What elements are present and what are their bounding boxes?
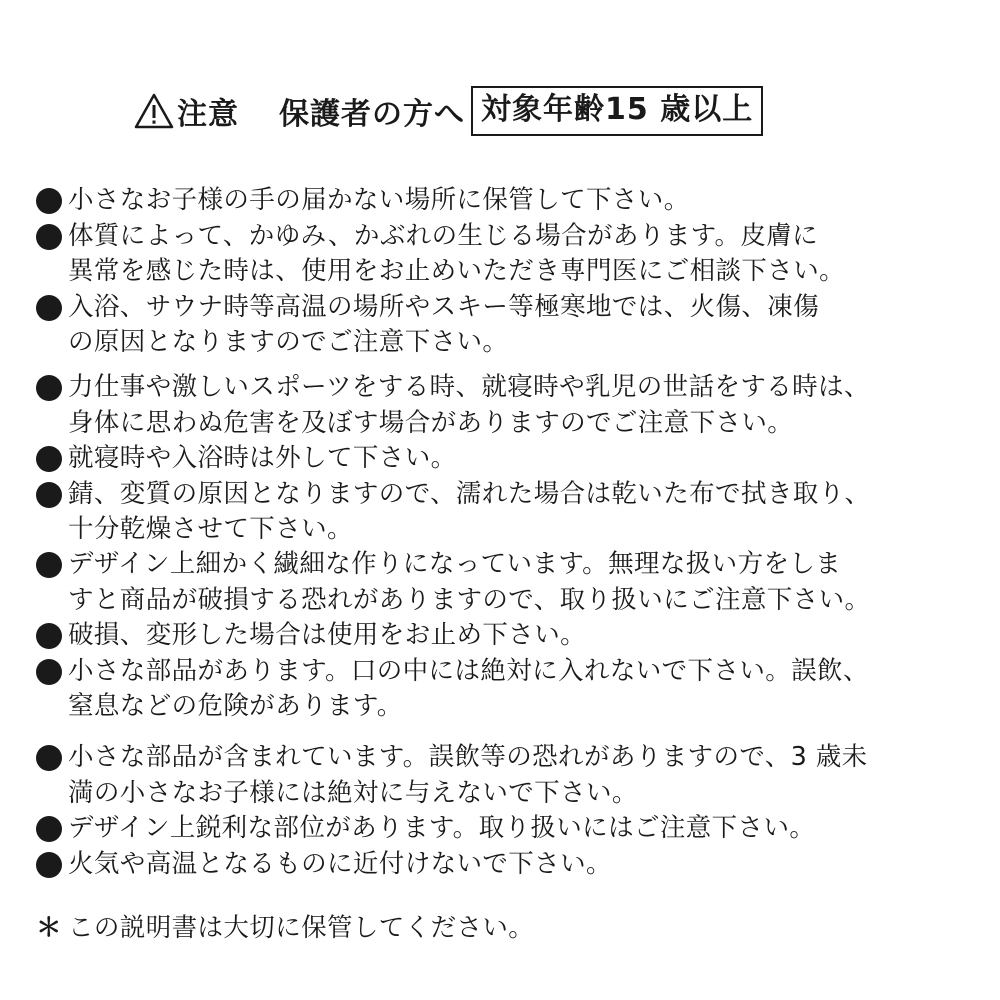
bullet-icon [36, 188, 62, 214]
bullet-icon [36, 623, 62, 649]
caution-item [36, 654, 976, 725]
caution-header [133, 86, 763, 136]
caution-item [36, 477, 976, 548]
footnote-text: この説明書は大切に保管してください。 [68, 913, 535, 943]
caution-label: 注意 [177, 97, 239, 132]
caution-item-text: 破損、変形した場合は使用をお止め下さい。 [68, 620, 587, 650]
bullet-icon [36, 552, 62, 578]
caution-item-text: 錆、変質の原因となりますので、濡れた場合は乾いた布で拭き取り、 十分乾燥させて下さい。 [68, 478, 871, 544]
caution-item-text: デザイン上細かく繊細な作りになっています。無理な扱い方をしま すと商品が破損する恐れがありますので、取り扱いにご注意下さい。 [68, 549, 871, 615]
footnote-mark: ＊ [36, 913, 62, 943]
target-age-badge: 対象年齢15 歳以上 [471, 86, 763, 136]
caution-item [36, 847, 976, 883]
caution-item [36, 740, 976, 811]
bullet-icon [36, 482, 62, 508]
caution-item [36, 219, 976, 290]
bullet-icon [36, 375, 62, 401]
caution-section-3 [36, 547, 976, 725]
caution-item [36, 441, 976, 477]
caution-item-text: 小さなお子様の手の届かない場所に保管して下さい。 [68, 185, 690, 215]
caution-item [36, 370, 976, 441]
caution-item [36, 547, 976, 618]
caution-item-text: 火気や高温となるものに近付けないで下さい。 [68, 848, 612, 879]
caution-item-text: デザイン上鋭利な部位があります。取り扱いにはご注意下さい。 [68, 813, 816, 843]
caution-item-text: 入浴、サウナ時等高温の場所やスキー等極寒地では、火傷、凍傷 の原因となりますのでご注意下さい。 [68, 291, 820, 357]
bullet-icon [36, 224, 62, 250]
guardian-label: 保護者の方へ [279, 97, 465, 132]
caution-item [36, 618, 976, 654]
bullet-icon [36, 295, 62, 321]
caution-item-text: 力仕事や激しいスポーツをする時、就寝時や乳児の世話をする時は、 身体に思わぬ危害を及ぼす場合がありますのでご注意下さい。 [68, 372, 870, 438]
bullet-icon [36, 446, 62, 472]
caution-item [36, 183, 976, 219]
bullet-icon [36, 816, 62, 842]
bullet-icon [36, 852, 62, 878]
footnote [36, 910, 534, 946]
caution-item [36, 811, 976, 847]
bullet-icon [36, 659, 62, 685]
bullet-icon [36, 745, 62, 771]
warning-triangle-icon [133, 92, 175, 130]
caution-item-text: 体質によって、かゆみ、かぶれの生じる場合があります。皮膚に 異常を感じた時は、使用をお止めいただき専門医にご相談下さい。 [68, 220, 846, 286]
caution-section-2 [36, 370, 976, 548]
caution-item-text: 小さな部品が含まれています。誤飲等の恐れがありますので、3 歳未 満の小さなお子様には絶対に与えないで下さい。 [68, 742, 868, 808]
caution-item-text: 就寝時や入浴時は外して下さい。 [68, 443, 457, 473]
caution-item-text: 小さな部品があります。口の中には絶対に入れないで下さい。誤飲、 窒息などの危険があります。 [68, 655, 869, 721]
caution-item [36, 290, 976, 361]
caution-section-4 [36, 740, 976, 882]
caution-section-1 [36, 183, 976, 361]
